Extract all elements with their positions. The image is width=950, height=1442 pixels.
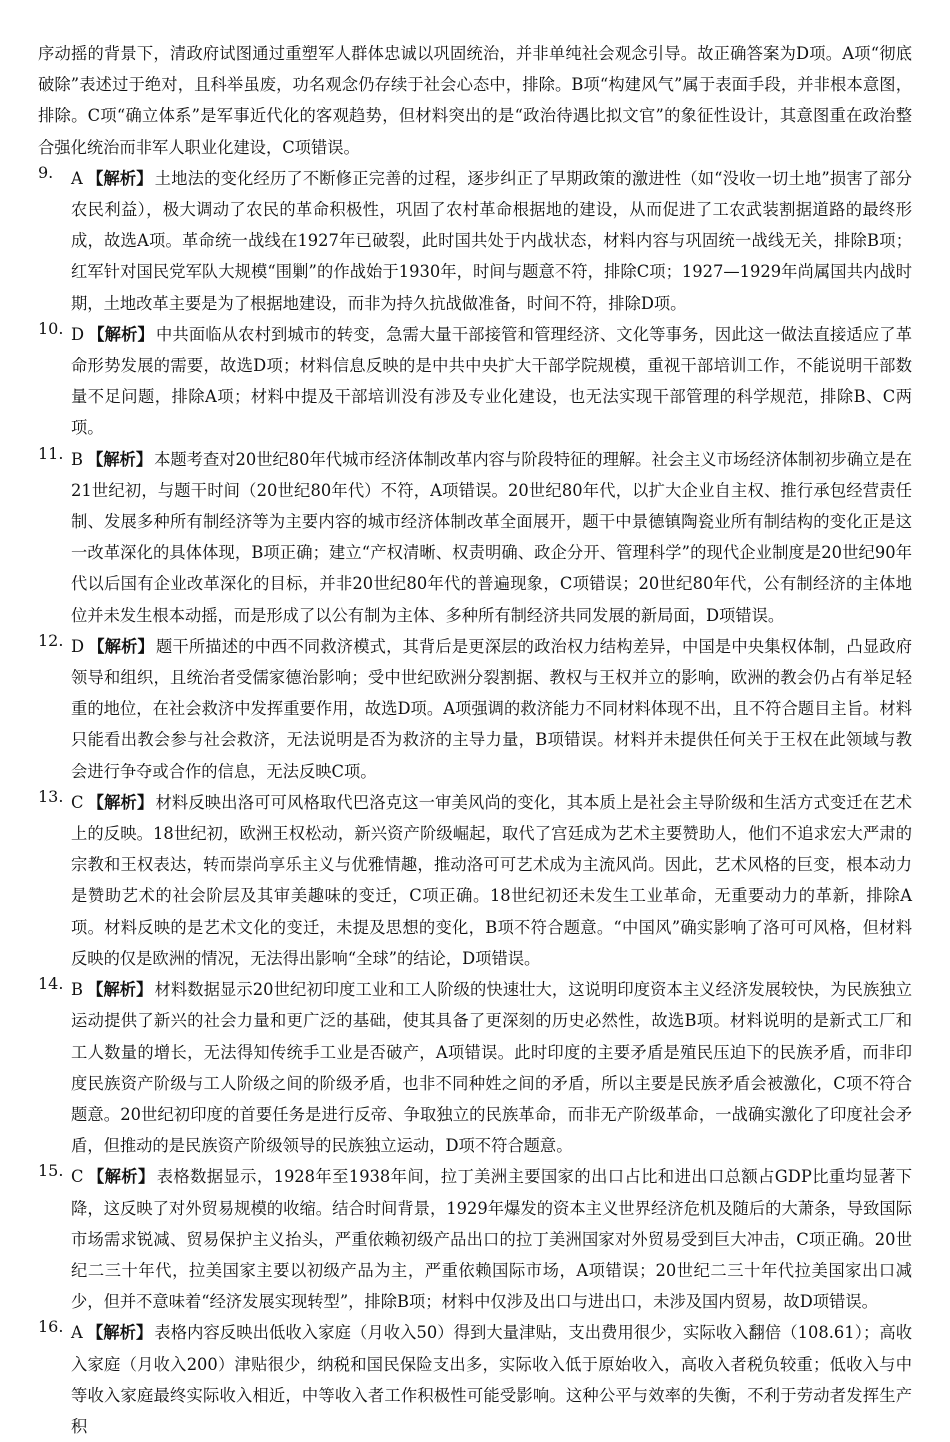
- analysis-tag: 【解析】: [88, 324, 154, 344]
- answer-letter: D: [71, 636, 85, 656]
- question-number: 10.: [38, 318, 64, 338]
- analysis-text: 本题考查对20世纪80年代城市经济体制改革内容与阶段特征的理解。社会主义市场经济体制初步确立是在21世纪初，与题干时间（20世纪80年代）不符，A项错误。20世纪80年代，以扩大企业自主权、推行承包经营责任制、发展多种所有制经济等为主要内容的城市经济体制改革全面展开，题干中景德镇陶瓷业所有制结构的变化正是这一改革深化的具体体现，B项正确；建立“产权清晰、权责明确、政企分开、管理科学”的现代企业制度是20世纪90年代以后国有企业改革深化的目标，并非20世纪80年代的普遍现象，C项错误；20世纪80年代，公有制经济的主体地位并未发生根本动摇，而是形成了以公有制为主体、多种所有制经济共同发展的新局面，D项错误。: [71, 449, 912, 625]
- question-number: 14.: [38, 974, 64, 994]
- analysis-text: 表格内容反映出低收入家庭（月收入50）得到大量津贴，支出费用很少，实际收入翻倍（108.61）；高收入家庭（月收入200）津贴很少，纳税和国民保险支出多，实际收入低于原始收入，高收入者税负较重；低收入与中等收入家庭最终实际收入相近，中等收入者工作积极性可能受影响。这种公平与效率的失衡，不利于劳动者发挥生产积: [71, 1323, 912, 1436]
- answer-item-9: [38, 163, 912, 319]
- analysis-text: 土地法的变化经历了不断修正完善的过程，逐步纠正了早期政策的激进性（如“没收一切土地”损害了部分农民利益），极大调动了农民的革命积极性，巩固了农村革命根据地的建设，从而促进了工农武装割据道路的最终形成，故选A项。革命统一战线在1927年已破裂，此时国共处于内战状态，材料内容与巩固统一战线无关，排除B项；红军针对国民党军队大规模“围剿”的作战始于1930年，时间与题意不符，排除C项；1927—1929年尚属国共内战时期，土地改革主要是为了根据地建设，而非为持久抗战做准备，时间不符，排除D项。: [71, 168, 912, 313]
- analysis-text: 材料反映出洛可可风格取代巴洛克这一审美风尚的变化，其本质上是社会主导阶级和生活方式变迁在艺术上的反映。18世纪初，欧洲王权松动，新兴资产阶级崛起，取代了宫廷成为艺术主要赞助人，他们不追求宏大严肃的宗教和王权表达，转而崇尚享乐主义与优雅情趣，推动洛可可艺术成为主流风尚。因此，艺术风格的巨变，根本动力是赞助艺术的社会阶层及其审美趣味的变迁，C项正确。18世纪初还未发生工业革命，无重要动力的革新，排除A项。材料反映的是艺术文化的变迁，未提及思想的变化，B项不符合题意。“中国风”确实影响了洛可可风格，但材料反映的仅是欧洲的情况，无法得出影响“全球”的结论，D项错误。: [71, 792, 912, 968]
- question-number: 16.: [38, 1317, 64, 1337]
- analysis-tag: 【解析】: [88, 636, 154, 656]
- question-number: 13.: [38, 786, 64, 806]
- question-number: 12.: [38, 630, 64, 650]
- analysis-tag: 【解析】: [86, 980, 153, 1000]
- continued-paragraph: 序动摇的背景下，清政府试图通过重塑军人群体忠诚以巩固统治，并非单纯社会观念引导。故正确答案为D项。A项“彻底破除”表述过于绝对，且科举虽废，功名观念仍存续于社会心态中，排除。B项“构建风气”属于表面手段，并非根本意图，排除。C项“确立体系”是军事近代化的客观趋势，但材料突出的是“政治待遇比拟文官”的象征性设计，其意图重在政治整合强化统治而非军人职业化建设，C项错误。: [38, 44, 912, 157]
- answer-item-12: [38, 631, 912, 787]
- answer-item-14: [38, 974, 912, 1161]
- answer-item-16: [38, 1317, 912, 1442]
- analysis-text: 题干所描述的中西不同救济模式，其背后是更深层的政治权力结构差异，中国是中央集权体制，凸显政府领导和组织，且统治者受儒家德治影响；受中世纪欧洲分裂割据、教权与王权并立的影响，欧洲的教会仍占有举足轻重的地位，在社会救济中发挥重要作用，故选D项。A项强调的救济能力不同材料体现不出，且不符合题目主旨。材料只能看出教会参与社会救济，无法说明是否为救济的主导力量，B项错误。材料并未提供任何关于王权在此领域与教会进行争夺或合作的信息，无法反映C项。: [71, 636, 912, 781]
- analysis-tag: 【解析】: [86, 1323, 153, 1343]
- answer-item-10: [38, 319, 912, 444]
- analysis-tag: 【解析】: [87, 792, 154, 812]
- answer-letter: D: [71, 324, 85, 344]
- answer-item-13: [38, 787, 912, 974]
- question-number: 15.: [38, 1161, 64, 1181]
- analysis-text: 材料数据显示20世纪初印度工业和工人阶级的快速壮大，这说明印度资本主义经济发展较快，为民族独立运动提供了新兴的社会力量和更广泛的基础，使其具备了更深刻的历史必然性，故选B项。材料说明的是新式工厂和工人数量的增长，无法得知传统手工业是否破产，A项错误。此时印度的主要矛盾是殖民压迫下的民族矛盾，而非印度民族资产阶级与工人阶级之间的阶级矛盾，也非不同种姓之间的矛盾，所以主要是民族矛盾会被激化，C项不符合题意。20世纪初印度的首要任务是进行反帝、争取独立的民族革命，而非无产阶级革命，一战确实激化了印度社会矛盾，但推动的是民族资产阶级领导的民族独立运动，D项不符合题意。: [71, 980, 912, 1156]
- answer-item-11: [38, 444, 912, 631]
- analysis-tag: 【解析】: [87, 1167, 155, 1187]
- answer-letter: C: [71, 792, 84, 812]
- answer-letter: B: [71, 449, 83, 469]
- question-number: 9.: [38, 162, 54, 182]
- analysis-text: 表格数据显示，1928年至1938年间，拉丁美洲主要国家的出口占比和进出口总额占GDP比重均显著下降，这反映了对外贸易规模的收缩。结合时间背景，1929年爆发的资本主义世界经济危机及随后的大萧条，导致国际市场需求锐减、贸易保护主义抬头，严重依赖初级产品出口的拉丁美洲国家对外贸易受到巨大冲击，C项正确。20世纪二三十年代，拉美国家主要以初级产品为主，严重依赖国际市场，A项错误；20世纪二三十年代拉美国家出口减少，但并不意味着“经济发展实现转型”，排除B项；材料中仅涉及出口与进出口，未涉及国内贸易，故D项错误。: [71, 1167, 912, 1312]
- answer-letter: C: [71, 1167, 84, 1187]
- analysis-tag: 【解析】: [86, 168, 153, 188]
- analysis-tag: 【解析】: [86, 449, 153, 469]
- answer-letter: B: [71, 980, 83, 1000]
- answer-item-15: [38, 1161, 912, 1317]
- analysis-text: 中共面临从农村到城市的转变，急需大量干部接管和管理经济、文化等事务，因此这一做法直接适应了革命形势发展的需要，故选D项；材料信息反映的是中共中央扩大干部学院规模，重视干部培训工作，不能说明干部数量不足问题，排除A项；材料中提及干部培训没有涉及专业化建设，也无法实现干部管理的科学规范，排除B、C两项。: [71, 324, 912, 438]
- question-number: 11.: [38, 443, 64, 463]
- answer-letter: A: [71, 1323, 83, 1343]
- answer-letter: A: [71, 168, 83, 188]
